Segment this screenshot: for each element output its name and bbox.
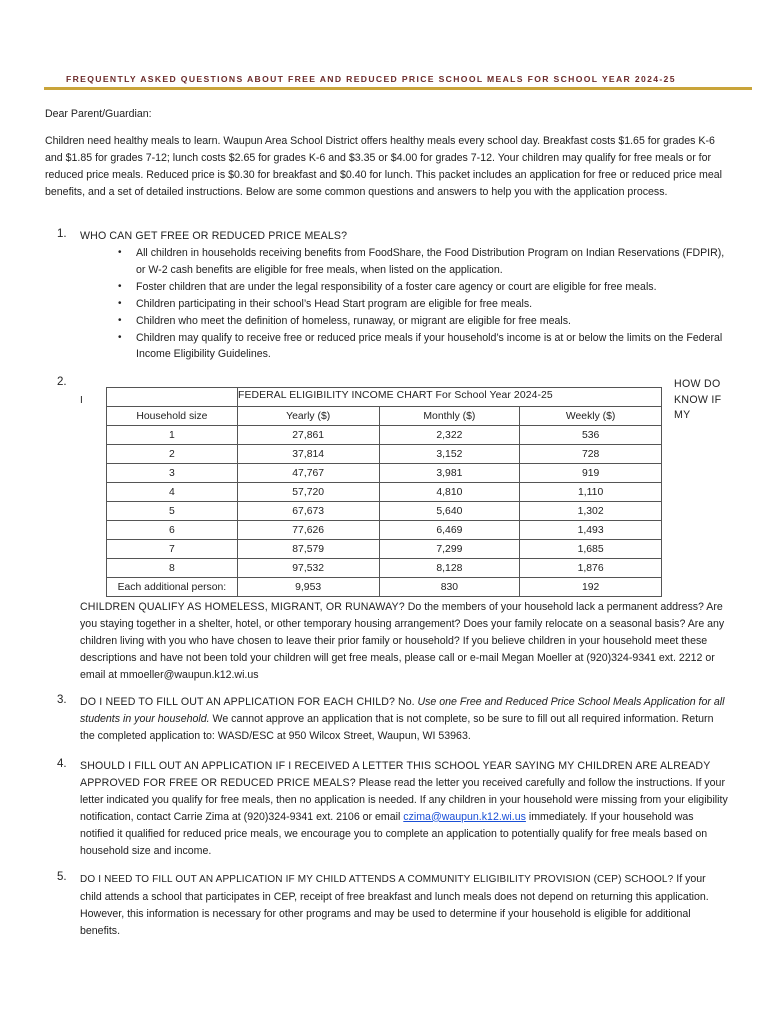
question-1-bullet-list bbox=[118, 245, 728, 363]
table-caption-cell bbox=[237, 388, 661, 407]
question-4-number: 4. bbox=[57, 758, 67, 770]
question-4-paragraph bbox=[80, 758, 730, 859]
table-cell: 728 bbox=[520, 445, 662, 464]
table-row bbox=[107, 464, 662, 483]
table-cell: 1,876 bbox=[520, 559, 662, 578]
question-1-number: 1. bbox=[57, 228, 67, 240]
question-3-heading: DO I NEED TO FILL OUT AN APPLICATION FOR EACH CHILD? bbox=[80, 696, 396, 708]
table-row bbox=[107, 521, 662, 540]
column-header: Household size bbox=[107, 407, 238, 426]
income-eligibility-table bbox=[106, 387, 662, 597]
table-cell: 6 bbox=[107, 521, 238, 540]
table-cell: 87,579 bbox=[237, 540, 379, 559]
table-cell: 1 bbox=[107, 426, 238, 445]
table-caption: FEDERAL ELIGIBILITY INCOME CHART For School Year 2024-25 bbox=[238, 390, 553, 401]
table-cell: 3 bbox=[107, 464, 238, 483]
bullet-icon: • bbox=[118, 247, 122, 258]
table-cell: 536 bbox=[520, 426, 662, 445]
column-header: Weekly ($) bbox=[520, 407, 662, 426]
table-row bbox=[107, 445, 662, 464]
question-2-fragment: I bbox=[80, 395, 83, 406]
question-3-paragraph bbox=[80, 694, 730, 745]
table-cell: 1,493 bbox=[520, 521, 662, 540]
title-divider bbox=[44, 87, 752, 90]
list-item: • Children may qualify to receive free or reduced price meals if your household’s income is at or below the limits on the Federal Income Eligibility Guidelines. bbox=[118, 331, 723, 361]
question-5-paragraph bbox=[80, 871, 730, 940]
question-3-answer-italic: Use one Free and Reduced Price School Meals Application for all students in your household. bbox=[80, 696, 725, 725]
question-5-number: 5. bbox=[57, 871, 67, 883]
table-cell: 830 bbox=[379, 578, 520, 597]
table-cell: Each additional person: bbox=[107, 578, 238, 597]
table-row bbox=[107, 559, 662, 578]
question-2-paragraph bbox=[80, 599, 728, 684]
question-1-heading: WHO CAN GET FREE OR REDUCED PRICE MEALS? bbox=[80, 230, 348, 242]
question-5-answer: If your child attends a school that participates in CEP, receipt of free breakfast and lunch meals does not depend on returning this application. However, this information is necessary for other programs and may be used to determine if your household is eligible for additional benefits. bbox=[80, 873, 709, 937]
question-2-side-fragment: HOW DO KNOW IF MY bbox=[674, 378, 722, 421]
table-cell: 2,322 bbox=[379, 426, 520, 445]
table-cell: 8,128 bbox=[379, 559, 520, 578]
bullet-icon: • bbox=[118, 280, 122, 292]
table-cell: 1,302 bbox=[520, 502, 662, 521]
salutation: Dear Parent/Guardian: bbox=[45, 108, 152, 120]
intro-paragraph: Children need healthy meals to learn. Waupun Area School District offers healthy meals every school day. Breakfast costs $1.65 for grades K-6 and $1.85 for grades 7-12; lunch costs $2.65 for grades K-6 and $3.35 or $4.00 for grades 7-12. Your children may qualify for free meals or for reduced price meals. Reduced price is $0.30 for breakfast and $0.40 for lunch. This packet includes an application for free or reduced price meal benefits, and a set of detailed instructions. Below are some common questions and answers to help you with the application process. bbox=[45, 135, 723, 198]
bullet-icon: • bbox=[118, 331, 122, 343]
table-cell: 192 bbox=[520, 578, 662, 597]
table-cell: 27,861 bbox=[237, 426, 379, 445]
table-row bbox=[107, 426, 662, 445]
question-4-heading: SHOULD I FILL OUT AN APPLICATION IF I RECEIVED A LETTER THIS SCHOOL YEAR SAYING MY CHILDREN ARE ALREADY APPROVED FOR FREE OR REDUCED PRICE MEALS? bbox=[80, 760, 711, 789]
table-cell: 47,767 bbox=[237, 464, 379, 483]
list-item: • All children in households receiving benefits from FoodShare, the Food Distribution Program on Indian Reservations (FDPIR), or W-2 cash benefits are eligible for free meals, when listed on the application. bbox=[118, 247, 725, 276]
table-cell: 3,152 bbox=[379, 445, 520, 464]
table-cell: 67,673 bbox=[237, 502, 379, 521]
table-header-row bbox=[107, 407, 662, 426]
table-cell: 8 bbox=[107, 559, 238, 578]
table-cell: 7 bbox=[107, 540, 238, 559]
list-item: • Foster children that are under the legal responsibility of a foster care agency or court are eligible for free meals. bbox=[118, 279, 728, 296]
table-cell: 4,810 bbox=[379, 483, 520, 502]
question-4-answer-continued: immediately. If your household was notified it qualified for reduced price meals, we encourage you to complete an application to potentially qualify for free meals based on household size and income. bbox=[80, 810, 708, 857]
table-cell: 919 bbox=[520, 464, 662, 483]
question-3-number: 3. bbox=[57, 694, 67, 706]
table-row bbox=[107, 502, 662, 521]
question-4-answer: Please read the letter you received carefully and follow the instructions. If your letter indicated you qualify for free meals, then no application is needed. If any children in your household were missing from your eligibility notification, contact Carrie Zima at (920)324-9341 ext. 2106 or email bbox=[80, 776, 728, 823]
list-item: • Children participating in their school’s Head Start program are eligible for free meals. bbox=[118, 296, 728, 313]
question-3-answer: We cannot approve an application that is not complete, so be sure to fill out all required information. Return the completed application to: WASD/ESC at 950 Wilcox Street, Waupun, WI 53963. bbox=[80, 712, 714, 742]
table-cell: 3,981 bbox=[379, 464, 520, 483]
question-2-answer: Do the members of your household lack a permanent address? Are you staying together in a shelter, hotel, or other temporary housing arrangement? Does your family relocate on a seasonal basis? Are any children living with you who have chosen to leave their prior family or household? If you believe children in your household meet these descriptions and have not been told your children will get free meals, please call or e-mail Megan Moeller at (920)324-9341 ext. 2212 or email at mmoeller@waupun.k12.wi.us bbox=[80, 601, 725, 681]
table-cell: 7,299 bbox=[379, 540, 520, 559]
table-cell: 97,532 bbox=[237, 559, 379, 578]
document-title: FREQUENTLY ASKED QUESTIONS ABOUT FREE AND REDUCED PRICE SCHOOL MEALS FOR SCHOOL YEAR 2024-25 bbox=[66, 74, 676, 84]
table-cell: 57,720 bbox=[237, 483, 379, 502]
question-2-number: 2. bbox=[57, 376, 67, 388]
bullet-icon: • bbox=[118, 314, 122, 326]
question-3-answer-lead: No. bbox=[395, 696, 418, 708]
table-cell: 5 bbox=[107, 502, 238, 521]
table-cell: 5,640 bbox=[379, 502, 520, 521]
table-row bbox=[107, 483, 662, 502]
email-link-czima[interactable]: czima@waupun.k12.wi.us bbox=[403, 810, 526, 823]
bullet-icon: • bbox=[118, 297, 122, 309]
table-cell: 1,685 bbox=[520, 540, 662, 559]
table-cell: 6,469 bbox=[379, 521, 520, 540]
table-cell: 37,814 bbox=[237, 445, 379, 464]
table-row bbox=[107, 578, 662, 597]
question-2-heading: CHILDREN QUALIFY AS HOMELESS, MIGRANT, OR RUNAWAY? bbox=[80, 601, 405, 613]
table-cell: 4 bbox=[107, 483, 238, 502]
table-cell: 2 bbox=[107, 445, 238, 464]
table-row bbox=[107, 540, 662, 559]
column-header: Monthly ($) bbox=[379, 407, 520, 426]
table-cell: 77,626 bbox=[237, 521, 379, 540]
list-item: • Children who meet the definition of homeless, runaway, or migrant are eligible for free meals. bbox=[118, 313, 728, 330]
table-cell: 1,110 bbox=[520, 483, 662, 502]
column-header: Yearly ($) bbox=[237, 407, 379, 426]
table-cell: 9,953 bbox=[237, 578, 379, 597]
question-5-heading: DO I NEED TO FILL OUT AN APPLICATION IF MY CHILD ATTENDS A COMMUNITY ELIGIBILITY PROVISION (CEP) SCHOOL? bbox=[80, 874, 674, 885]
